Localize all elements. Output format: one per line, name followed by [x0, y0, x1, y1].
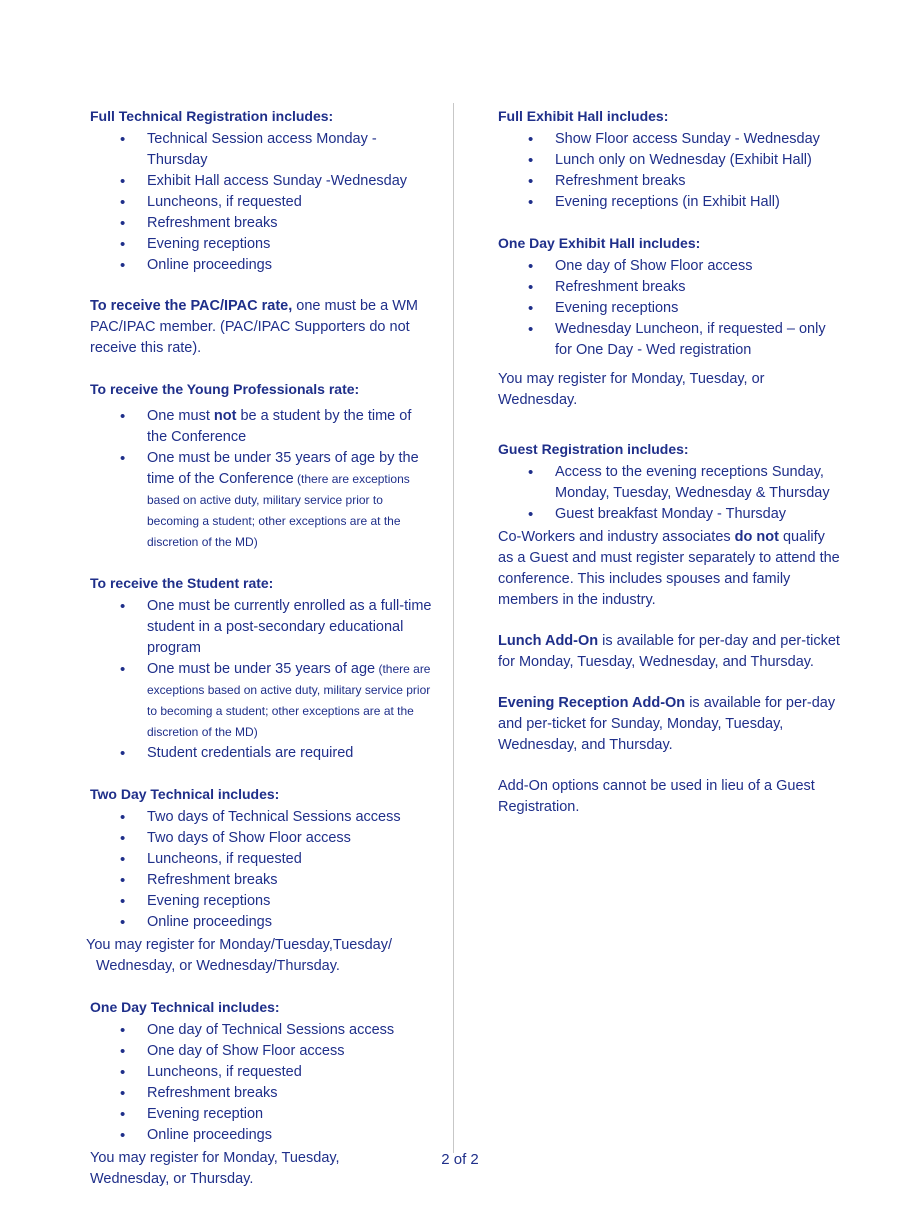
list-item: • Luncheons, if requested: [147, 849, 435, 870]
pac-rate-text: one must be a WM PAC/IPAC member. (PAC/IPAC Supporters do not receive this rate).: [90, 298, 418, 356]
list-item: • Show Floor access Sunday - Wednesday: [555, 129, 843, 150]
evening-addon-section: [498, 693, 843, 756]
list-item: • Refreshment breaks: [555, 277, 843, 298]
addon-note-section: [498, 776, 843, 818]
item-text: be a student by the time of the Conference: [147, 408, 412, 445]
section-heading: Full Technical Registration includes:: [90, 108, 334, 124]
column-divider: [453, 103, 454, 1153]
list-item: • Evening receptions: [147, 234, 435, 255]
section-heading: Full Exhibit Hall includes:: [498, 108, 669, 124]
section-heading: Two Day Technical includes:: [90, 786, 280, 802]
evening-addon-bold: Evening Reception Add-On: [498, 695, 686, 711]
item-small-text: (there are exceptions based on active duty, military service prior to becoming a student; other exceptions are at the discretion of the MD): [147, 472, 410, 549]
one-day-exhibit-section: [498, 233, 843, 411]
one-day-note: You may register for Monday, Tuesday, Wednesday, or Thursday.: [90, 1150, 340, 1187]
list-item: • Lunch only on Wednesday (Exhibit Hall): [555, 150, 843, 171]
note-text: qualify as a Guest and must register separately to attend the conference. This includes spouses and family members in the industry.: [498, 529, 840, 608]
pac-rate-section: [90, 296, 435, 359]
one-day-exhibit-note: You may register for Monday, Tuesday, or Wednesday.: [498, 371, 765, 408]
section-heading: One Day Exhibit Hall includes:: [498, 235, 701, 251]
list-item: • Luncheons, if requested: [147, 192, 435, 213]
page-number: 2 of 2: [441, 1151, 479, 1168]
bullet-list: [498, 462, 843, 525]
full-technical-section: [90, 106, 435, 276]
item-text: One must: [147, 408, 214, 424]
list-item: • Refreshment breaks: [147, 1083, 435, 1104]
list-item: • Guest breakfast Monday - Thursday: [555, 504, 843, 525]
list-item: • One day of Technical Sessions access: [147, 1020, 435, 1041]
evening-addon-paragraph: [498, 693, 843, 756]
pac-rate-bold: To receive the PAC/IPAC rate,: [90, 298, 293, 314]
list-item: • Luncheons, if requested: [147, 1062, 435, 1083]
list-item: • Two days of Show Floor access: [147, 828, 435, 849]
list-item: • One must be currently enrolled as a full-time student in a post-secondary educational program: [147, 596, 435, 659]
lunch-addon-section: [498, 631, 843, 673]
bullet-list: [90, 1020, 435, 1146]
list-item: • One day of Show Floor access: [555, 256, 843, 277]
student-rate-section: [90, 573, 435, 764]
evening-addon-text: is available for per-day and per-ticket for Sunday, Monday, Tuesday, Wednesday, and Thursday.: [498, 695, 836, 753]
left-column: [86, 106, 435, 1210]
two-day-technical-section: [86, 784, 435, 977]
guest-note: [498, 527, 843, 611]
list-item: • Evening receptions: [555, 298, 843, 319]
guest-registration-section: [498, 439, 843, 611]
list-item: • Online proceedings: [147, 255, 435, 276]
section-heading: To receive the Student rate:: [90, 575, 274, 591]
section-heading: To receive the Young Professionals rate:: [90, 381, 360, 397]
list-item: [147, 659, 435, 743]
item-bold: not: [213, 408, 237, 424]
list-item: • Online proceedings: [147, 912, 435, 933]
right-column: [498, 106, 843, 838]
lunch-addon-bold: Lunch Add-On: [498, 633, 599, 649]
lunch-addon-paragraph: [498, 631, 843, 673]
lunch-addon-text: is available for per-day and per-ticket for Monday, Tuesday, Wednesday, and Thursday.: [498, 633, 840, 670]
section-heading: Guest Registration includes:: [498, 441, 689, 457]
list-item: • Wednesday Luncheon, if requested – only for One Day - Wed registration: [555, 319, 843, 361]
young-professionals-section: [90, 379, 435, 553]
bullet-list: [90, 807, 435, 933]
list-item: • Student credentials are required: [147, 743, 435, 764]
list-item: • Refreshment breaks: [147, 870, 435, 891]
list-item: • Two days of Technical Sessions access: [147, 807, 435, 828]
bullet-list: [498, 256, 843, 361]
list-item: [147, 448, 435, 553]
addon-note: Add-On options cannot be used in lieu of a Guest Registration.: [498, 778, 815, 815]
list-item: • Refreshment breaks: [555, 171, 843, 192]
list-item: • Access to the evening receptions Sunday, Monday, Tuesday, Wednesday & Thursday: [555, 462, 843, 504]
two-day-note: You may register for Monday/Tuesday,Tuesday/ Wednesday, or Wednesday/Thursday.: [86, 937, 392, 974]
bullet-list: [90, 406, 435, 553]
bullet-list: [498, 129, 843, 213]
section-heading: One Day Technical includes:: [90, 999, 280, 1015]
list-item: • Evening receptions: [147, 891, 435, 912]
note-bold: do not: [734, 529, 779, 545]
list-item: • Online proceedings: [147, 1125, 435, 1146]
bullet-list: [90, 129, 435, 276]
list-item: • Exhibit Hall access Sunday -Wednesday: [147, 171, 435, 192]
item-text: One must be under 35 years of age: [147, 661, 376, 677]
list-item: • One day of Show Floor access: [147, 1041, 435, 1062]
list-item: [147, 406, 435, 448]
bullet-list: [90, 596, 435, 764]
list-item: • Evening receptions (in Exhibit Hall): [555, 192, 843, 213]
note-text: Co-Workers and industry associates: [498, 529, 735, 545]
list-item: • Technical Session access Monday - Thursday: [147, 129, 435, 171]
item-text: One must be under 35 years of age by the time of the Conference: [147, 450, 419, 487]
full-exhibit-section: [498, 106, 843, 213]
item-small-text: (there are exceptions based on active duty, military service prior to becoming a student; other exceptions are at the discretion of the MD): [147, 662, 431, 739]
list-item: • Evening reception: [147, 1104, 435, 1125]
list-item: • Refreshment breaks: [147, 213, 435, 234]
pac-rate-paragraph: [90, 296, 435, 359]
